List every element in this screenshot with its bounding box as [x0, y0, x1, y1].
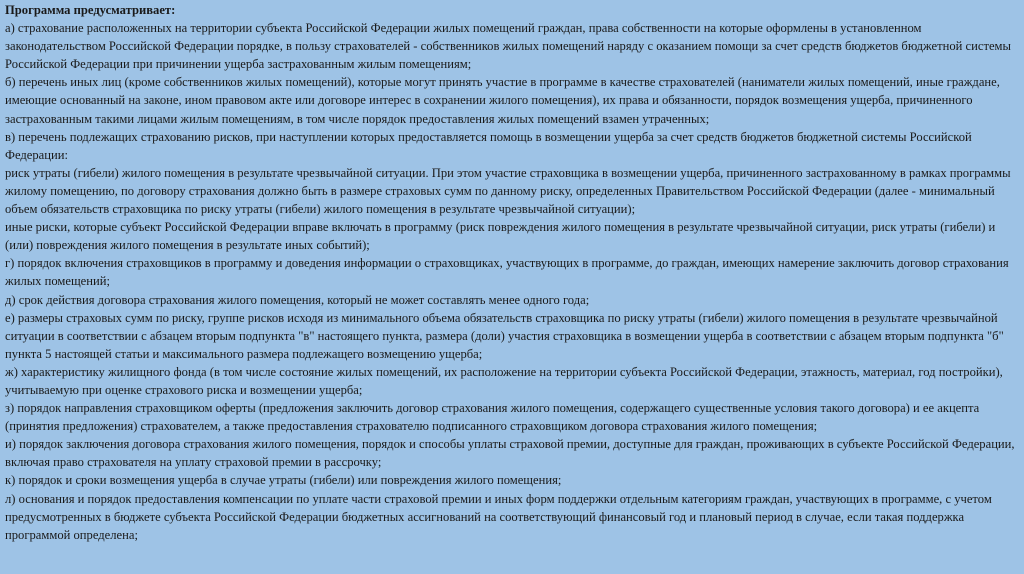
- paragraph-i: и) порядок заключения договора страхования жилого помещения, порядок и способы уплаты страховой премии, доступные для граждан, проживающих в субъекте Российской Федерации, включая право страхователя на уплату страховой премии в рассрочку;: [5, 437, 1015, 470]
- slide-title: Программа предусматривает:: [5, 3, 176, 17]
- paragraph-other-risks: иные риски, которые субъект Российской Федерации вправе включать в программу (риск повреждения жилого помещения в результате чрезвычайной ситуации, риск утраты (гибели) и (или) повреждения жилого помещения в результате иных событий);: [5, 220, 996, 253]
- paragraph-v: в) перечень подлежащих страхованию рисков, при наступлении которых предоставляется помощь в возмещении ущерба за счет средств бюджетов бюджетной системы Российской Федерации:: [5, 129, 972, 162]
- paragraph-a: а) страхование расположенных на территории субъекта Российской Федерации жилых помещений граждан, права собственности на которые оформлены в установленном законодательством Российской Федерации порядке, в пользу страхователей - собственников жилых помещений наряду с оказанием помощи за счет средств бюджетов бюджетной системы Российской Федерации при причинении ущерба застрахованным жилым помещениям;: [5, 21, 1011, 72]
- paragraph-risk-loss: риск утраты (гибели) жилого помещения в результате чрезвычайной ситуации. При этом участие страховщика в возмещении ущерба, причиненного застрахованному в рамках программы жилому помещению, по договору страхования должно быть в размере страховых сумм по данному риску, определенных Правительством Российской Федерации (далее - минимальный объем обязательств страховщика по риску утраты (гибели) жилого помещения в результате чрезвычайной ситуации);: [5, 165, 1011, 217]
- slide-content: [5, 1, 1019, 544]
- paragraph-k: к) порядок и сроки возмещения ущерба в случае утраты (гибели) или повреждения жилого помещения;: [5, 473, 562, 488]
- paragraph-g: г) порядок включения страховщиков в программу и доведения информации о страховщиках, участвующих в программе, до граждан, имеющих намерение заключить договор страхования жилых помещений;: [5, 256, 1009, 289]
- paragraph-zh: ж) характеристику жилищного фонда (в том числе состояние жилых помещений, их расположение на территории субъекта Российской Федерации, этажность, материал, год постройки), учитываемую при оценке страхового риска и возмещении ущерба;: [5, 364, 1003, 397]
- paragraph-d: д) срок действия договора страхования жилого помещения, который не может составлять менее одного года;: [5, 292, 590, 307]
- paragraph-e: е) размеры страховых сумм по риску, группе рисков исходя из минимального объема обязательств страховщика по риску утраты (гибели) жилого помещения в результате чрезвычайной ситуации в соответствии с абзацем вторым подпункта "в" настоящего пункта, размера (доли) участия страховщика в возмещении ущерба в соответствии с абзацем вторым подпункта "б" пункта 5 настоящей статьи и максимального размера подлежащего возмещению ущерба;: [5, 310, 1004, 361]
- paragraph-l: л) основания и порядок предоставления компенсации по уплате части страховой премии и иных форм поддержки отдельным категориям граждан, участвующих в программе, с учетом предусмотренных в бюджете субъекта Российской Федерации бюджетных ассигнований на соответствующий финансовый год и плановый период в случае, если такая поддержка программой определена;: [5, 491, 992, 542]
- paragraph-z: з) порядок направления страховщиком оферты (предложения заключить договор страхования жилого помещения, содержащего существенные условия такого договора) и ее акцепта (принятия предложения) страхователем, а также предоставления страхователю подписанного страховщиком договора страхования жилого помещения;: [5, 401, 980, 434]
- paragraph-b: б) перечень иных лиц (кроме собственников жилых помещений), которые могут принять участие в программе в качестве страхователей (наниматели жилых помещений, иные граждане, имеющие основанный на законе, ином правовом акте или договоре интерес в сохранении жилого помещения), их права и обязанности, порядок возмещения ущерба, причиненного застрахованным такими лицами жилым помещениям, в том числе порядок предоставления жилых помещений взамен утраченных;: [5, 75, 1000, 126]
